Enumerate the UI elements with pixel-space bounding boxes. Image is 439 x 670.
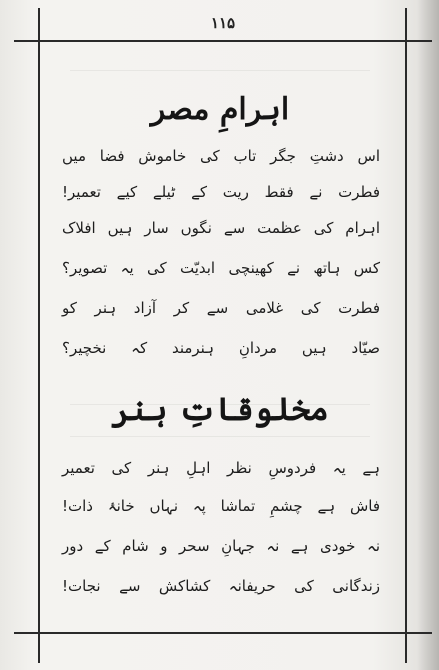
show-through-mark [70, 436, 370, 437]
verse-line: زندگانی کی حریفانہ کشاکش سے نجات! [62, 577, 380, 595]
top-border-rule [14, 40, 432, 42]
verse-line: صیّاد ہیں مردانِ ہنرمند کہ نخچیر؟ [62, 339, 380, 357]
verse-line: اس دشتِ جگر تاب کی خاموش فضا میں [62, 147, 380, 165]
verse-line: ہے یہ فردوسِ نظر اہلِ ہنر کی تعمیر [62, 459, 380, 477]
show-through-mark [70, 70, 370, 71]
verse-line: نہ خودی ہے نہ جہانِ سحر و شام کے دور [62, 537, 380, 555]
page-binding-shadow [417, 0, 439, 670]
verse-line: فطرت نے فقط ریت کے ٹیلے کیے تعمیر! [62, 183, 380, 201]
poem-title-ahram-e-misr: اہرامِ مصر [150, 92, 290, 127]
poem-title-makhluqat-e-hunar: مخلوقاتِ ہنر [111, 390, 329, 428]
verse-line: اہرام کی عظمت سے نگوں سار ہیں افلاک [62, 219, 380, 237]
page-number: ۱۱۵ [210, 14, 236, 32]
verse-line: کس ہاتھ نے کھینچی ابدیّت کی یہ تصویر؟ [62, 259, 380, 277]
bottom-border-rule [14, 632, 432, 634]
right-border-rule [405, 8, 407, 663]
verse-line: فاش ہے چشمِ تماشا پہ نہاں خانۂ ذات! [62, 497, 380, 515]
verse-line: فطرت کی غلامی سے کر آزاد ہنر کو [62, 299, 380, 317]
left-border-rule [38, 8, 40, 663]
